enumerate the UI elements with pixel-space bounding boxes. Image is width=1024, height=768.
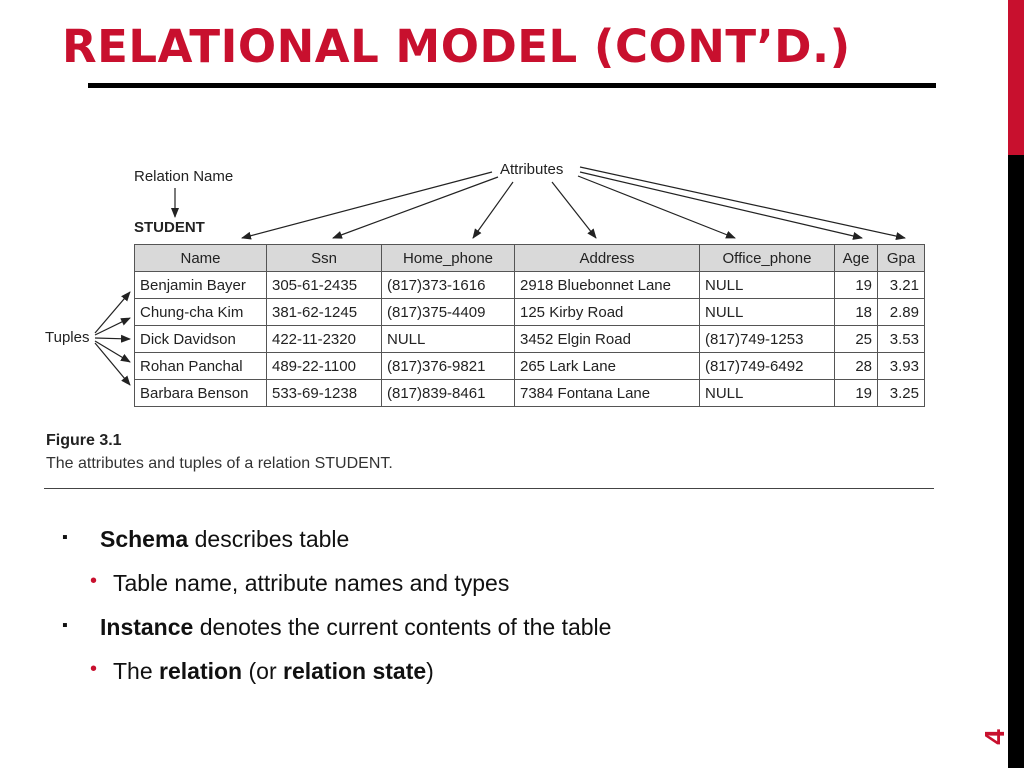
cell-age: 19 [835, 272, 878, 299]
col-header-ssn: Ssn [267, 245, 382, 272]
col-header-home-phone: Home_phone [382, 245, 515, 272]
cell-address: 3452 Elgin Road [515, 326, 700, 353]
cell-gpa: 3.21 [878, 272, 925, 299]
bullet-term: relation state [283, 658, 427, 684]
cell-home-phone: NULL [382, 326, 515, 353]
bullet-rest: denotes the current contents of the table [193, 614, 612, 640]
cell-name: Barbara Benson [135, 380, 267, 407]
cell-age: 19 [835, 380, 878, 407]
arrow-attr-name [242, 172, 492, 238]
col-header-gpa: Gpa [878, 245, 925, 272]
relation-name: STUDENT [134, 219, 205, 236]
square-bullet-icon: ▪ [62, 617, 68, 634]
arrow-tuple-3 [95, 338, 130, 339]
side-dark-bar [1008, 155, 1024, 768]
bullet-text: Table name, attribute names and types [113, 570, 510, 596]
cell-home-phone: (817)376-9821 [382, 353, 515, 380]
arrow-tuple-2 [95, 318, 130, 335]
arrow-attr-ssn [333, 177, 498, 238]
cell-ssn: 422-11-2320 [267, 326, 382, 353]
bullet-pre: The [113, 658, 160, 684]
cell-age: 28 [835, 353, 878, 380]
cell-home-phone: (817)839-8461 [382, 380, 515, 407]
cell-office-phone: (817)749-1253 [700, 326, 835, 353]
figure-caption-text: The attributes and tuples of a relation STUDENT. [46, 455, 393, 472]
cell-office-phone: (817)749-6492 [700, 353, 835, 380]
bullet-term: Schema [100, 526, 189, 552]
cell-address: 125 Kirby Road [515, 299, 700, 326]
title-underline [88, 83, 936, 88]
bullet-mid: (or [242, 658, 283, 684]
cell-office-phone: NULL [700, 272, 835, 299]
col-header-age: Age [835, 245, 878, 272]
cell-address: 7384 Fontana Lane [515, 380, 700, 407]
figure-caption-title: Figure 3.1 [46, 432, 122, 449]
bullet-rest: describes table [188, 526, 350, 552]
bullet-text [113, 658, 434, 685]
table-row [135, 326, 925, 353]
table-row [135, 299, 925, 326]
arrow-tuple-5 [95, 343, 130, 385]
cell-home-phone: (817)375-4409 [382, 299, 515, 326]
col-header-address: Address [515, 245, 700, 272]
cell-address: 2918 Bluebonnet Lane [515, 272, 700, 299]
arrow-attr-address [552, 182, 596, 238]
table-row [135, 353, 925, 380]
cell-office-phone: NULL [700, 299, 835, 326]
cell-ssn: 305-61-2435 [267, 272, 382, 299]
page-number: 4 [979, 729, 1010, 745]
table-row [135, 380, 925, 407]
arrow-attr-office-phone [578, 176, 735, 238]
cell-name: Rohan Panchal [135, 353, 267, 380]
relation-name-label: Relation Name [134, 168, 234, 185]
dot-bullet-icon: • [90, 658, 98, 680]
slide-title: RELATIONAL MODEL (CONT’D.) [62, 20, 851, 73]
square-bullet-icon: ▪ [62, 529, 68, 546]
bullet-post: ) [426, 658, 434, 684]
bullet-term: Instance [100, 614, 194, 640]
arrow-attr-gpa [580, 167, 905, 238]
cell-home-phone: (817)373-1616 [382, 272, 515, 299]
cell-age: 18 [835, 299, 878, 326]
cell-ssn: 533-69-1238 [267, 380, 382, 407]
cell-name: Benjamin Bayer [135, 272, 267, 299]
side-accent-bar [1008, 0, 1024, 155]
arrow-attr-age [580, 172, 862, 238]
caption-divider [44, 488, 934, 489]
cell-age: 25 [835, 326, 878, 353]
col-header-office-phone: Office_phone [700, 245, 835, 272]
cell-name: Dick Davidson [135, 326, 267, 353]
cell-gpa: 3.93 [878, 353, 925, 380]
dot-bullet-icon: • [90, 570, 98, 592]
bullet-term: relation [159, 658, 243, 684]
attributes-label: Attributes [500, 161, 564, 178]
cell-name: Chung-cha Kim [135, 299, 267, 326]
col-header-name: Name [135, 245, 267, 272]
bullet-text [100, 614, 611, 641]
header-row [135, 245, 925, 272]
arrow-tuple-4 [95, 341, 130, 362]
cell-gpa: 3.25 [878, 380, 925, 407]
arrow-tuple-1 [95, 292, 130, 333]
cell-gpa: 3.53 [878, 326, 925, 353]
cell-address: 265 Lark Lane [515, 353, 700, 380]
cell-ssn: 489-22-1100 [267, 353, 382, 380]
cell-office-phone: NULL [700, 380, 835, 407]
cell-gpa: 2.89 [878, 299, 925, 326]
arrow-attr-home-phone [473, 182, 513, 238]
cell-ssn: 381-62-1245 [267, 299, 382, 326]
bullet-text [100, 526, 349, 553]
tuples-label: Tuples [45, 329, 90, 346]
student-table [134, 244, 925, 407]
table-row [135, 272, 925, 299]
